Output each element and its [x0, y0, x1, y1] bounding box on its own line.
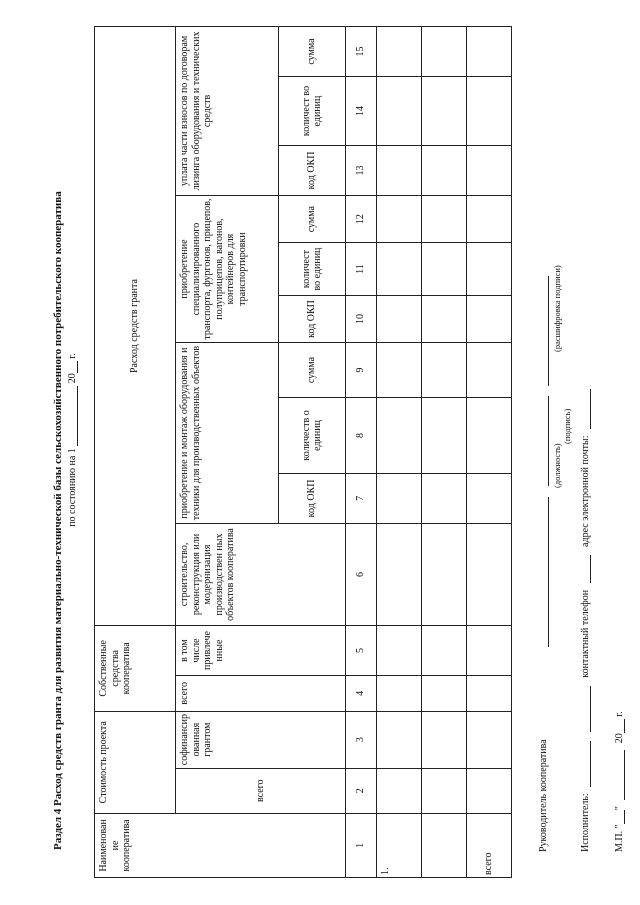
- date-blank: [77, 386, 78, 446]
- report-date-line: [67, 0, 78, 880]
- header-row-1: [95, 27, 176, 878]
- header-leasing-qty: количест во единиц: [279, 77, 346, 146]
- header-equip-sum: сумма: [279, 343, 346, 398]
- column-number: 5: [346, 626, 377, 676]
- table-cell: [422, 195, 467, 243]
- year-blank: [77, 361, 78, 373]
- table-cell: [467, 145, 512, 195]
- table-cell: [377, 523, 422, 625]
- table-cell: [467, 343, 512, 398]
- column-number: 2: [346, 768, 377, 813]
- stamp-label: М.П.: [614, 830, 625, 852]
- header-leasing: уплата части взносов по договорам лизинга оборудования и технических средств: [176, 27, 279, 196]
- quote-open: ": [614, 824, 625, 829]
- email-label: адрес электронной почты:: [580, 435, 591, 547]
- table-cell: [422, 343, 467, 398]
- signature-caption: (подпись): [562, 408, 572, 444]
- table-cell: [422, 27, 467, 77]
- table-cell: [467, 523, 512, 625]
- table-cell: [422, 626, 467, 676]
- table-cell: [377, 711, 422, 768]
- table-cell: [422, 77, 467, 146]
- header-leasing-sum: сумма: [279, 27, 346, 77]
- table-cell: [377, 675, 422, 711]
- table-cell: [422, 813, 467, 877]
- table-cell: [377, 626, 422, 676]
- header-coop-name: Наименован ие кооператива: [95, 813, 346, 877]
- year-blank: [624, 719, 625, 733]
- table-cell: [422, 243, 467, 295]
- table-cell: [467, 295, 512, 343]
- column-number: 8: [346, 397, 377, 473]
- table-cell: [422, 711, 467, 768]
- total-label: всего: [467, 813, 512, 877]
- table-cell: [377, 768, 422, 813]
- stamp-date-line: [614, 711, 625, 852]
- column-number: 10: [346, 295, 377, 343]
- column-number: 14: [346, 77, 377, 146]
- header-transport-qty: количест во единиц: [279, 243, 346, 295]
- table-cell: [377, 77, 422, 146]
- column-number: 4: [346, 675, 377, 711]
- executor-blank: [590, 686, 591, 732]
- position-caption: (должность): [552, 443, 562, 488]
- executor-line: [580, 389, 591, 852]
- column-number: 11: [346, 243, 377, 295]
- header-own-attracted: в том числе привлече нные: [176, 626, 346, 676]
- document-title: Раздел 4 Расход средств гранта для развития материально-технической базы сельскохозяйственного потребительского кооператива: [52, 191, 64, 850]
- head-label: Руководитель кооператива: [538, 739, 549, 852]
- table-cell: [467, 711, 512, 768]
- signature-blank: [548, 396, 549, 486]
- column-number: 9: [346, 343, 377, 398]
- table-cell: [422, 523, 467, 625]
- column-number-row: [346, 27, 377, 878]
- header-grant-spending: Расход средств гранта: [95, 27, 176, 626]
- quote-close: ": [614, 806, 625, 811]
- position-blank: [548, 497, 549, 647]
- grant-spending-table: [94, 26, 512, 878]
- table-cell: [377, 473, 422, 523]
- table-cell: [467, 626, 512, 676]
- date-suffix: г.: [67, 353, 78, 359]
- header-equipment: приобретение и монтаж оборудования и техники для производственных объектов: [176, 343, 279, 524]
- table-cell: [422, 675, 467, 711]
- table-cell: [467, 243, 512, 295]
- column-number: 13: [346, 145, 377, 195]
- header-project-cost: Стоимость проекта: [95, 711, 176, 813]
- header-leasing-code: код ОКП: [279, 145, 346, 195]
- row-label: 1.: [377, 813, 422, 877]
- table-total-row: [467, 27, 512, 878]
- header-own-funds: Собственные средства кооператива: [95, 626, 176, 712]
- column-number: 3: [346, 711, 377, 768]
- table-cell: [467, 27, 512, 77]
- header-transport-code: код ОКП: [279, 295, 346, 343]
- table-cell: [377, 397, 422, 473]
- column-number: 12: [346, 195, 377, 243]
- table-cell: [467, 768, 512, 813]
- table-cell: [467, 77, 512, 146]
- header-equip-qty: количеств о единиц: [279, 397, 346, 473]
- header-construction: строительство, реконструкция или модернизация производствен ных объектов кооператива: [176, 523, 346, 625]
- table-cell: [467, 473, 512, 523]
- table-cell: [467, 195, 512, 243]
- table-cell: [467, 397, 512, 473]
- table-cell: [377, 145, 422, 195]
- phone-label: контактный телефон: [580, 589, 591, 678]
- table-row: [422, 27, 467, 878]
- header-transport-sum: сумма: [279, 195, 346, 243]
- column-number: 1: [346, 813, 377, 877]
- head-signature-line: [538, 276, 549, 852]
- header-equip-code: код ОКП: [279, 473, 346, 523]
- table-cell: [377, 27, 422, 77]
- table-cell: [422, 397, 467, 473]
- date-prefix: по состоянию на 1: [67, 448, 78, 527]
- header-own-total: всего: [176, 675, 346, 711]
- phone-blank: [590, 555, 591, 583]
- executor-blank: [590, 741, 591, 787]
- column-number: 15: [346, 27, 377, 77]
- table-cell: [467, 675, 512, 711]
- column-number: 6: [346, 523, 377, 625]
- year-suffix: г.: [614, 711, 625, 717]
- email-blank: [590, 389, 591, 429]
- column-number: 7: [346, 473, 377, 523]
- table-cell: [377, 243, 422, 295]
- decoding-caption: (расшифровка подписи): [552, 265, 562, 352]
- table-cell: [422, 295, 467, 343]
- header-cost-total: всего: [176, 768, 346, 813]
- year-prefix: 20: [614, 733, 625, 744]
- table-row: [377, 27, 422, 878]
- table-cell: [377, 343, 422, 398]
- date-year-prefix: 20: [67, 373, 78, 384]
- header-cost-cofinanced: софинансир ованная грантом: [176, 711, 346, 768]
- decoding-blank: [548, 276, 549, 386]
- day-blank: [624, 810, 625, 824]
- month-blank: [624, 750, 625, 800]
- header-row-2: [176, 27, 279, 878]
- table-cell: [422, 473, 467, 523]
- table-cell: [422, 768, 467, 813]
- table-cell: [377, 195, 422, 243]
- header-transport: приобретение специализированного транспорта, фургонов, прицепов, полуприцепов, вагонов, контейнеров для транспортировки: [176, 195, 279, 342]
- table-cell: [377, 295, 422, 343]
- table-cell: [422, 145, 467, 195]
- executor-label: Исполнитель:: [580, 793, 591, 852]
